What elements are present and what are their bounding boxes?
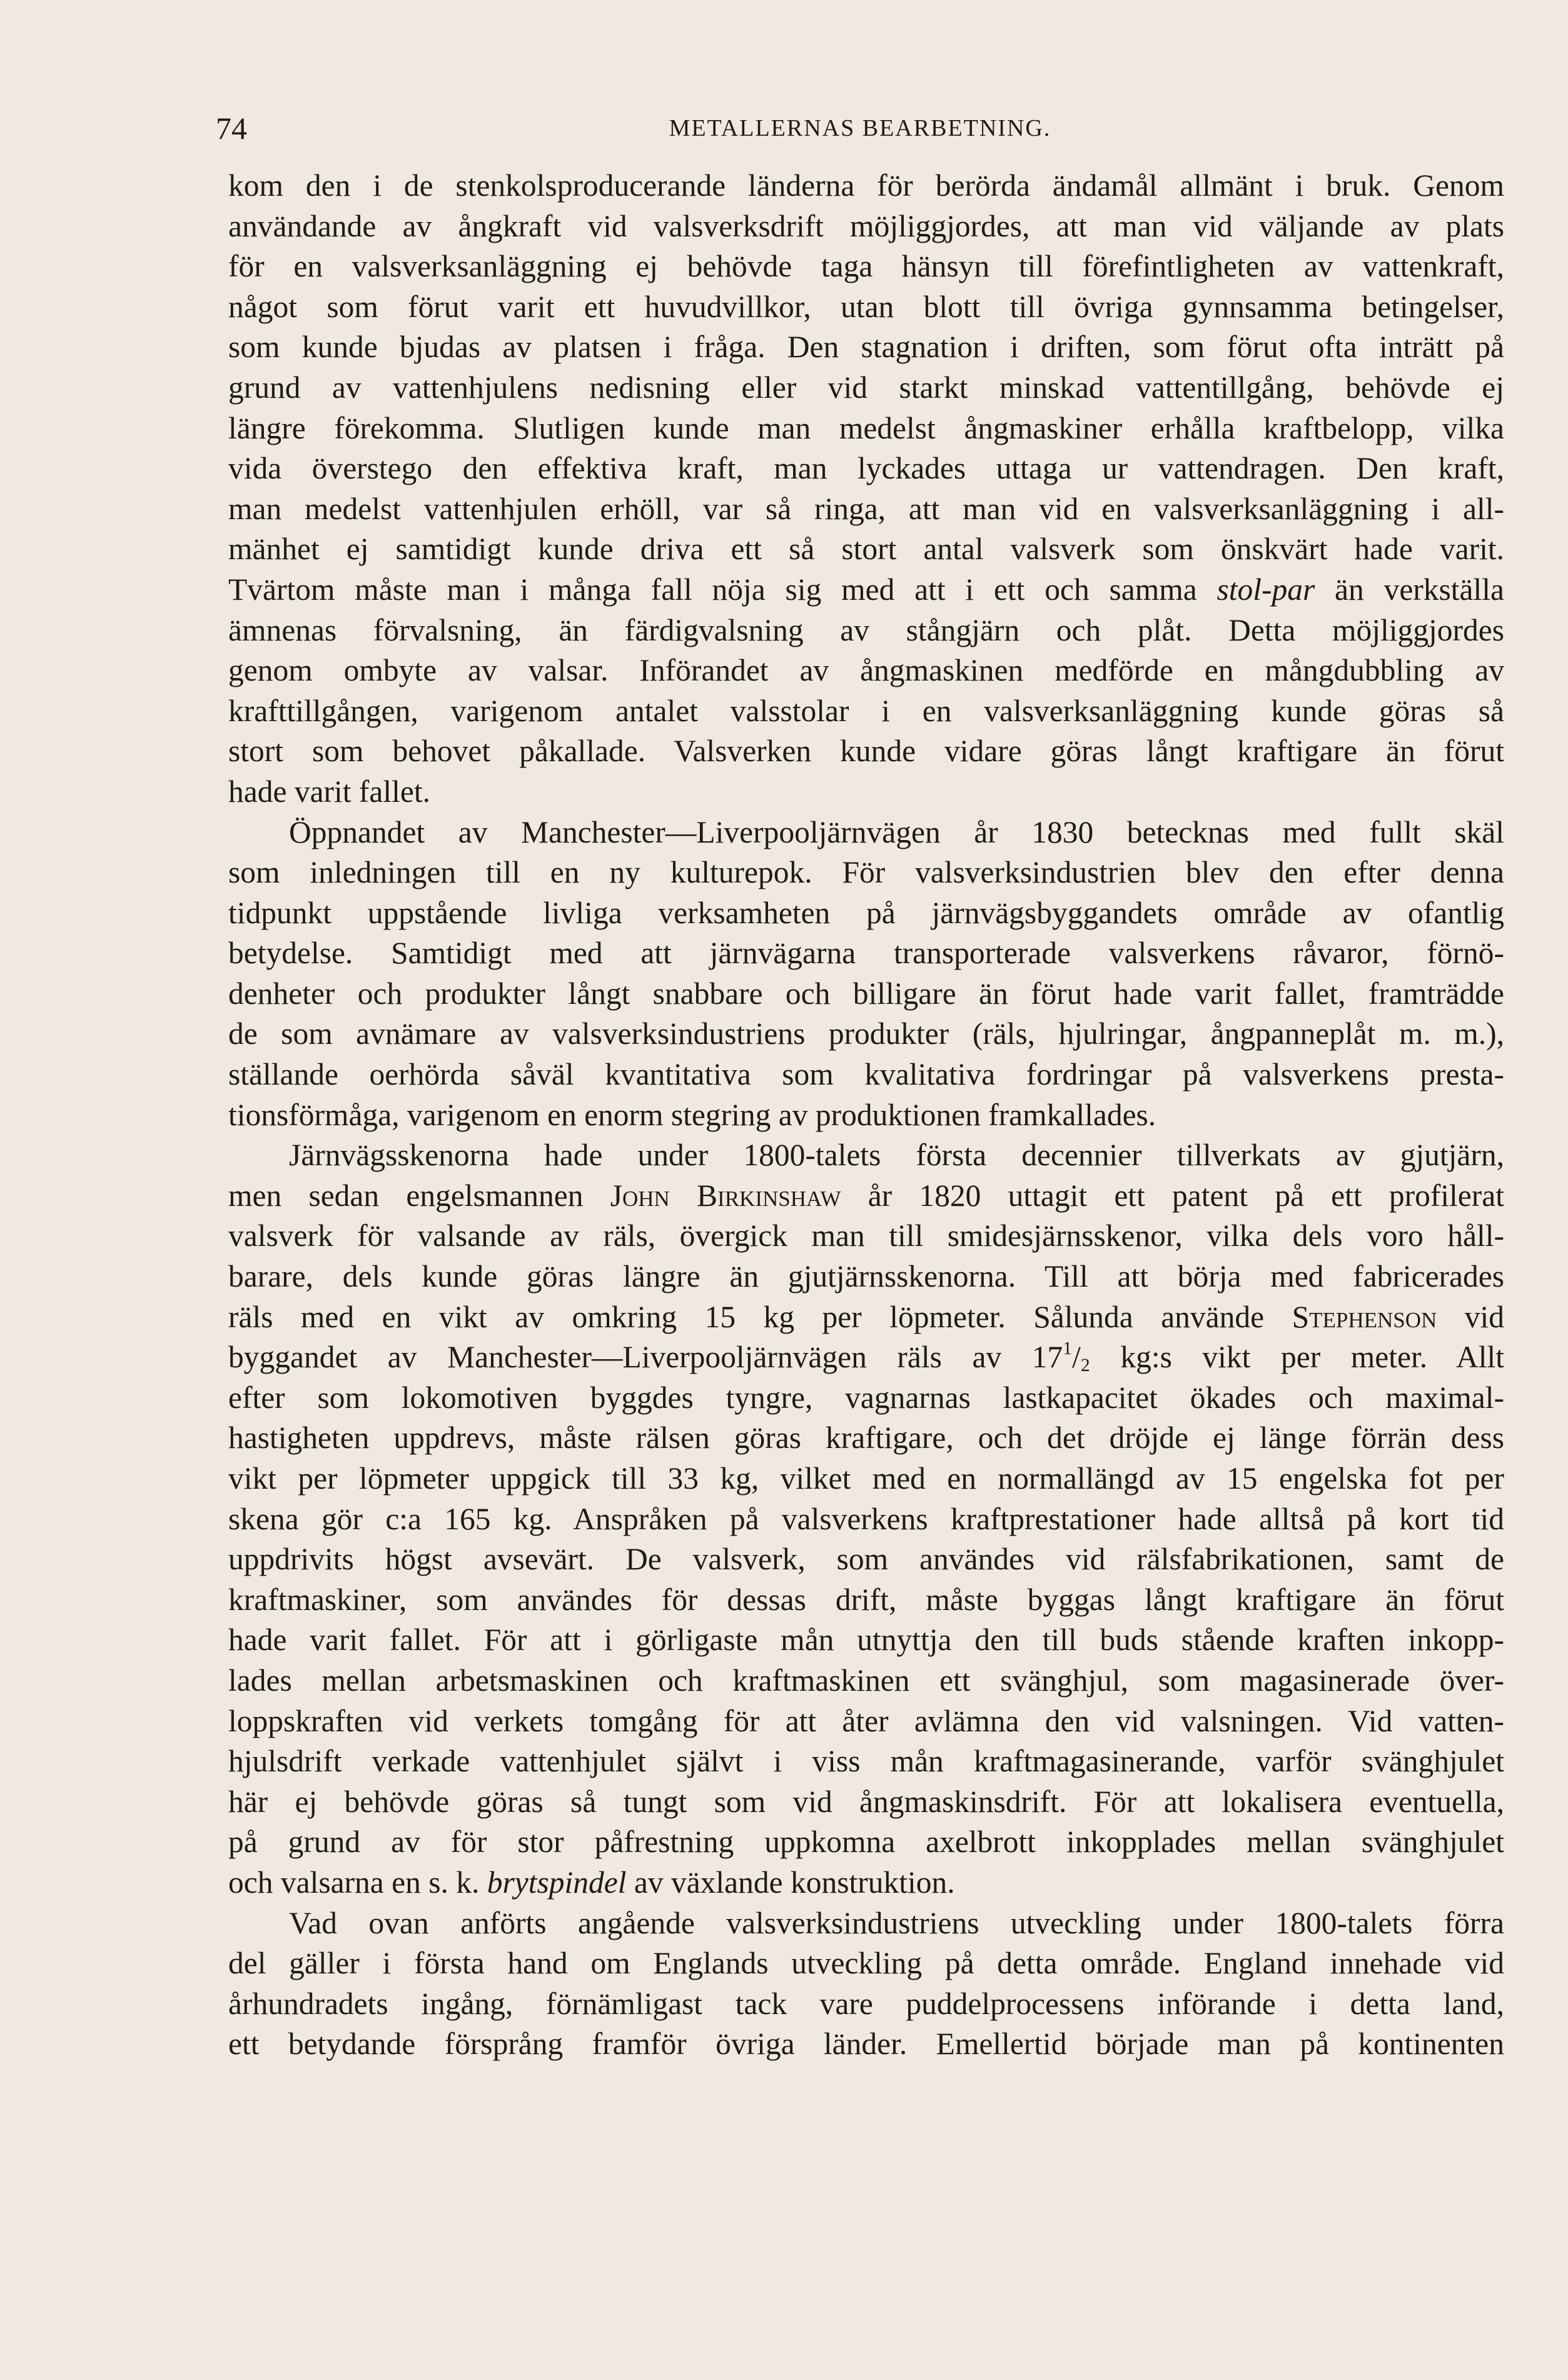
text-line: något som förut varit ett huvudvillkor, utan blott till övriga gynnsamma betingelser,	[228, 289, 1504, 324]
text-line: genom ombyte av valsar. Införandet av ångmaskinen medförde en mångdubbling av	[228, 653, 1504, 688]
italic-term: stol-par	[1216, 572, 1315, 607]
text-line: valsverk för valsande av räls, övergick man till smidesjärnsskenor, vilka dels voro håll-	[228, 1218, 1504, 1253]
running-head: METALLERNAS BEARBETNING.	[669, 115, 1051, 141]
text-line: grund av vattenhjulens nedisning eller vid starkt minskad vattentillgång, behövde ej	[228, 370, 1504, 405]
person-name: John Birkinshaw	[610, 1178, 841, 1213]
text-line: århundradets ingång, förnämligast tack vare puddelprocessens införande i detta land,	[228, 1986, 1504, 2021]
text-run: än verkställa	[1315, 572, 1504, 607]
text-line: del gäller i första hand om Englands utveckling på detta område. England innehade vid	[228, 1946, 1504, 1981]
text-line: kraftmaskiner, som användes för dessas drift, måste byggas långt kraftigare än förut	[228, 1582, 1504, 1617]
text-line: stort som behovet påkallade. Valsverken kunde vidare göras långt kraftigare än förut	[228, 734, 1504, 769]
text-line	[228, 1176, 1504, 1217]
text-line: barare, dels kunde göras längre än gjutjärnsskenorna. Till att börja med fabricerades	[228, 1259, 1504, 1294]
text-run: kg:s vikt per meter. Allt	[1090, 1340, 1504, 1375]
text-line: hade varit fallet. För att i görligaste mån utnyttja den till buds stående kraften inkopp-	[228, 1623, 1504, 1658]
text-line: vikt per löpmeter uppgick till 33 kg, vilket med en normallängd av 15 engelska fot per	[228, 1461, 1504, 1496]
text-line: mänhet ej samtidigt kunde driva ett så stort antal valsverk som önskvärt hade varit.	[228, 532, 1504, 567]
text-line: för en valsverksanläggning ej behövde taga hänsyn till förefintligheten av vattenkraft,	[228, 249, 1504, 284]
text-line: de som avnämare av valsverksindustriens produkter (räls, hjulringar, ångpanneplåt m. m.),	[228, 1016, 1504, 1051]
text-run: år 1820 uttagit ett patent på ett profilerat	[841, 1178, 1504, 1213]
text-line: hastigheten uppdrevs, måste rälsen göras kraftigare, och det dröjde ej länge förrän dess	[228, 1420, 1504, 1456]
text-line: efter som lokomotiven byggdes tyngre, vagnarnas lastkapacitet ökades och maximal-	[228, 1380, 1504, 1415]
text-line: Järnvägsskenorna hade under 1800-talets första decennier tillverkats av gjutjärn,	[289, 1138, 1504, 1173]
text-line: användande av ångkraft vid valsverksdrift möjliggjordes, att man vid väljande av plats	[228, 208, 1504, 243]
text-line: krafttillgången, varigenom antalet valsstolar i en valsverksanläggning kunde göras så	[228, 693, 1504, 728]
text-line	[228, 1337, 1504, 1378]
italic-term: brytspindel	[487, 1865, 627, 1900]
text-line: som kunde bjudas av platsen i fråga. Den stagnation i driften, som förut ofta inträtt på	[228, 330, 1504, 365]
text-line	[228, 570, 1504, 610]
text-line: ämnenas förvalsning, än färdigvalsning av stångjärn och plåt. Detta möjliggjordes	[228, 612, 1504, 647]
text-line: skena gör c:a 165 kg. Anspråken på valsverkens kraftprestationer hade alltså på kort tid	[228, 1501, 1504, 1536]
text-run: Tvärtom måste man i många fall nöja sig med att i ett och samma	[228, 572, 1217, 607]
text-line: kom den i de stenkolsproducerande länderna för berörda ändamål allmänt i bruk. Genom	[228, 168, 1504, 203]
fraction-slash: /	[1072, 1340, 1081, 1375]
text-line: Öppnandet av Manchester—Liverpooljärnvägen år 1830 betecknas med fullt skäl	[289, 814, 1504, 849]
text-line: loppskraften vid verkets tomgång för att åter avlämna den vid valsningen. Vid vatten-	[228, 1703, 1504, 1738]
person-name: Stephenson	[1292, 1299, 1437, 1334]
text-line: ett betydande försprång framför övriga länder. Emellertid började man på kontinenten	[228, 2027, 1504, 2062]
text-line: längre förekomma. Slutligen kunde man medelst ångmaskiner erhålla kraftbelopp, vilka	[228, 410, 1504, 445]
fraction-denominator: 2	[1080, 1355, 1090, 1376]
text-run: vid	[1437, 1299, 1504, 1334]
text-line: uppdrivits högst avsevärt. De valsverk, som användes vid rälsfabrikationen, samt de	[228, 1542, 1504, 1577]
text-line: betydelse. Samtidigt med att järnvägarna transporterade valsverkens råvaror, förnö-	[228, 936, 1504, 971]
text-run: räls med en vikt av omkring 15 kg per löpmeter. Sålunda använde	[228, 1299, 1292, 1334]
paragraph-2	[228, 813, 1504, 1136]
fraction-whole: 17	[1031, 1340, 1063, 1375]
text-line: ställande oerhörda såväl kvantitativa som kvalitativa fordringar på valsverkens presta-	[228, 1057, 1504, 1092]
paragraph-4	[228, 1903, 1504, 2065]
text-line: på grund av för stor påfrestning uppkomna axelbrott inkopplades mellan svänghjulet	[228, 1825, 1504, 1860]
paragraph-1	[228, 166, 1504, 813]
text-line: vida överstego den effektiva kraft, man lyckades uttaga ur vattendragen. Den kraft,	[228, 451, 1504, 486]
text-line: som inledningen till en ny kulturepok. För valsverksindustrien blev den efter denna	[228, 855, 1504, 890]
text-run: men sedan engelsmannen	[228, 1178, 610, 1213]
text-run: byggandet av Manchester—Liverpooljärnvägen räls av	[228, 1340, 1032, 1375]
text-line: Vad ovan anförts angående valsverksindustriens utveckling under 1800-talets förra	[289, 1905, 1504, 1940]
text-line: hjulsdrift verkade vattenhjulet självt i viss mån kraftmagasinerande, varför svänghjulet	[228, 1744, 1504, 1779]
paragraph-3	[228, 1135, 1504, 1903]
text-line: här ej behövde göras så tungt som vid ångmaskinsdrift. För att lokalisera eventuella,	[228, 1784, 1504, 1819]
text-line: hade varit fallet.	[228, 774, 430, 809]
text-line: lades mellan arbetsmaskinen och kraftmaskinen ett svänghjul, som magasinerade över-	[228, 1663, 1504, 1698]
text-line: tionsförmåga, varigenom en enorm stegring av produktionen framkallades.	[228, 1097, 1156, 1132]
text-line	[228, 1863, 1504, 1903]
page-number: 74	[216, 111, 247, 146]
text-line: man medelst vattenhjulen erhöll, var så ringa, att man vid en valsverksanläggning i all-	[228, 491, 1504, 526]
text-run: av växlande konstruktion.	[626, 1865, 955, 1900]
text-line: denheter och produkter långt snabbare och billigare än förut hade varit fallet, framträdde	[228, 976, 1504, 1011]
page-header	[216, 100, 1504, 156]
text-line	[228, 1297, 1504, 1338]
text-line: tidpunkt uppstående livliga verksamheten på järnvägsbyggandets område av ofantlig	[228, 895, 1504, 930]
text-run: och valsarna en s. k.	[228, 1865, 487, 1900]
fraction-numerator: 1	[1063, 1339, 1073, 1359]
body-text	[228, 166, 1504, 2065]
